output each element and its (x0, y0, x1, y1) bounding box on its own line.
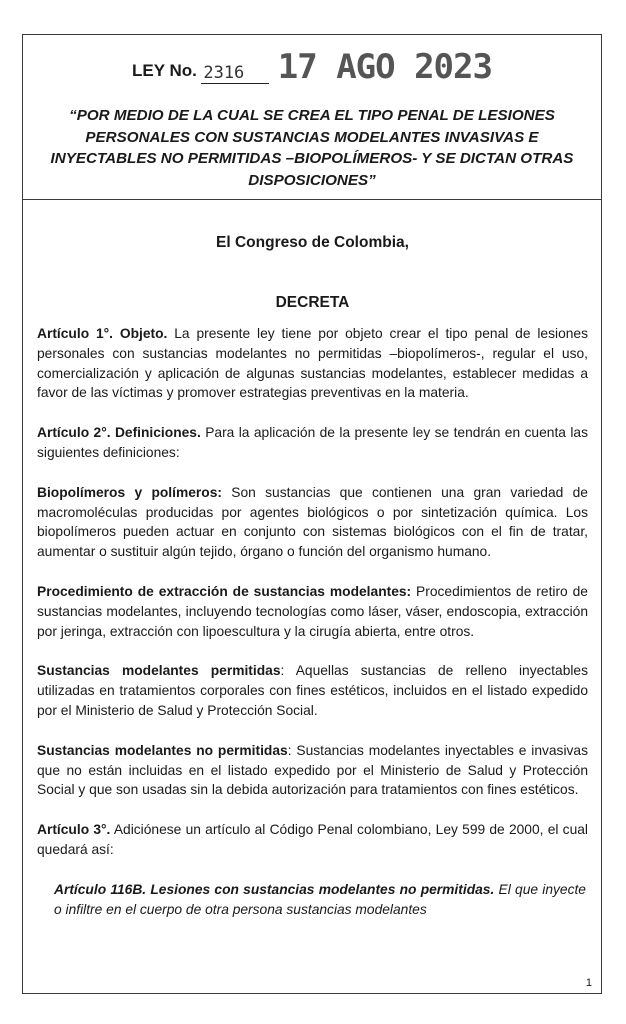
article-116b-heading: Artículo 116B. Lesiones con sustancias modelantes no permitidas. (54, 881, 495, 897)
article-116b-quote (37, 880, 588, 920)
definition-no-permitidas-text: : Sustancias modelantes inyectables e invasivas que no están incluidas en el listado expedido por el Ministerio de Salud y Protección Social y que son usadas sin la debida autorización para tratamientos con fines estéticos. (37, 742, 588, 798)
page-number: 1 (585, 977, 592, 989)
law-header (23, 35, 601, 200)
article-1-heading: Artículo 1°. Objeto. (37, 326, 168, 341)
definition-biopolimeros (37, 483, 588, 562)
definition-permitidas-text: : Aquellas sustancias de relleno inyectables utilizadas en tratamientos corporales con fines estéticos, incluidos en el listado expedido por el Ministerio de Salud y Protección Social. (37, 663, 589, 718)
definition-no-permitidas-term: Sustancias modelantes no permitidas (37, 742, 288, 758)
article-1-paragraph (37, 324, 588, 403)
definition-no-permitidas (37, 741, 588, 800)
article-1-text: La presente ley tiene por objeto crear el tipo penal de lesiones personales con sustancias modelantes no permitidas –biopolímeros-, regular el uso, comercialización y aplicación de algunas sustancias modelantes, establecer medidas a favor de las víctimas y promover estrategias preventivas en la materia. (37, 326, 588, 401)
definition-extraccion (37, 582, 588, 641)
date-stamp: 17 AGO 2023 (277, 47, 492, 87)
decreta-heading: DECRETA (275, 294, 350, 311)
definition-biopolimeros-term: Biopolímeros y polímeros: (37, 484, 222, 500)
article-2-text: Para la aplicación de la presente ley se tendrán en cuenta las siguientes definiciones: (37, 425, 588, 460)
definition-extraccion-term: Procedimiento de extracción de sustancias modelantes: (37, 583, 412, 599)
article-3-paragraph (37, 820, 588, 860)
definition-biopolimeros-text: Son sustancias que contienen una gran variedad de macromoléculas producidas por agentes biológicos o por sintetización química. Los biopolímeros pueden actuar en conjunto con sistemas biológicos con el fin de tratar, aumentar o sustituir algún tejido, órgano o función del organismo humano. (37, 484, 588, 560)
congress-heading: El Congreso de Colombia, (216, 234, 409, 251)
law-title: “POR MEDIO DE LA CUAL SE CREA EL TIPO PENAL DE LESIONES PERSONALES CON SUSTANCIAS MODELANTES INVASIVAS E INYECTABLES NO PERMITIDAS –BIOPOLÍMEROS- Y SE DICTAN OTRAS DISPOSICIONES” (50, 107, 574, 189)
article-2-heading: Artículo 2°. Definiciones. (37, 425, 201, 441)
article-3-heading: Artículo 3°. (37, 822, 111, 838)
article-3-text: Adiciónese un artículo al Código Penal colombiano, Ley 599 de 2000, el cual quedará así: (37, 822, 588, 857)
law-number-line (23, 47, 601, 87)
definition-permitidas-term: Sustancias modelantes permitidas (37, 663, 281, 679)
document-page (22, 34, 602, 994)
law-label: LEY No. (132, 61, 197, 80)
law-number: 2316 (201, 63, 269, 84)
article-116b-text: El que inyecte o infiltre en el cuerpo de otra persona sustancias modelantes (54, 881, 586, 917)
article-2-paragraph (37, 423, 588, 463)
definition-permitidas (37, 661, 588, 720)
definition-extraccion-text: Procedimientos de retiro de sustancias modelantes, incluyendo tecnologías como láser, váser, endoscopia, extracción por jeringa, extracción con lipoescultura y la cirugía abierta, entre otros. (37, 583, 588, 639)
law-body (37, 200, 588, 919)
